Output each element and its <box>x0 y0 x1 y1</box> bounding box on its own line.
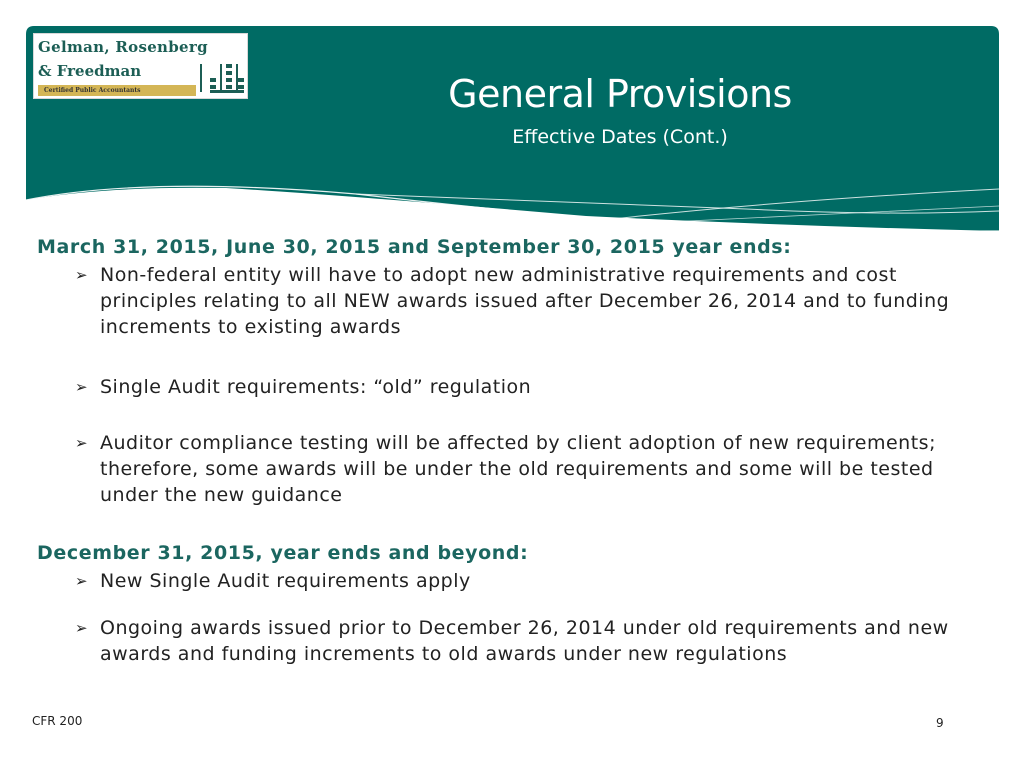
bullet-text: Non-federal entity will have to adopt new administrative requirements and cost principles relating to all NEW awards issued after December 26, 2014 and to funding increments to existing awards <box>100 264 950 338</box>
bullet-list <box>37 568 987 667</box>
bullet-item <box>37 430 987 508</box>
arrow-bullet-icon: ➢ <box>75 572 89 590</box>
bullet-text: Auditor compliance testing will be affected by client adoption of new requirements; therefore, some awards will be under the old requirements and some will be tested under the new guidance <box>100 432 936 506</box>
logo-line2: & Freedman <box>38 62 142 80</box>
arrow-bullet-icon: ➢ <box>75 378 89 396</box>
bullet-item <box>37 374 987 400</box>
bullet-text: Ongoing awards issued prior to December 26, 2014 under old requirements and new awards and funding increments to old awards under new regulations <box>100 617 949 665</box>
bullet-text: Single Audit requirements: “old” regulation <box>100 376 532 398</box>
section-heading: December 31, 2015, year ends and beyond: <box>37 542 529 564</box>
arrow-bullet-icon: ➢ <box>75 266 89 284</box>
slide-content <box>37 236 987 667</box>
section-2 <box>37 542 987 667</box>
slide-title: General Provisions <box>448 72 792 116</box>
company-logo <box>33 33 248 99</box>
bullet-item <box>37 615 987 667</box>
bullet-item <box>37 262 987 340</box>
slide-subtitle: Effective Dates (Cont.) <box>512 126 728 148</box>
bullet-item <box>37 568 987 594</box>
section-heading: March 31, 2015, June 30, 2015 and September 30, 2015 year ends: <box>37 236 792 258</box>
logo-tagline: Certified Public Accountants <box>38 85 196 96</box>
footer-label: CFR 200 <box>32 714 83 728</box>
bullet-text: New Single Audit requirements apply <box>100 570 471 592</box>
section-1 <box>37 236 987 508</box>
arrow-bullet-icon: ➢ <box>75 619 89 637</box>
logo-line1: Gelman, Rosenberg <box>38 38 208 56</box>
abacus-icon <box>200 60 244 96</box>
page-number: 9 <box>936 716 944 730</box>
bullet-list <box>37 262 987 508</box>
arrow-bullet-icon: ➢ <box>75 434 89 452</box>
